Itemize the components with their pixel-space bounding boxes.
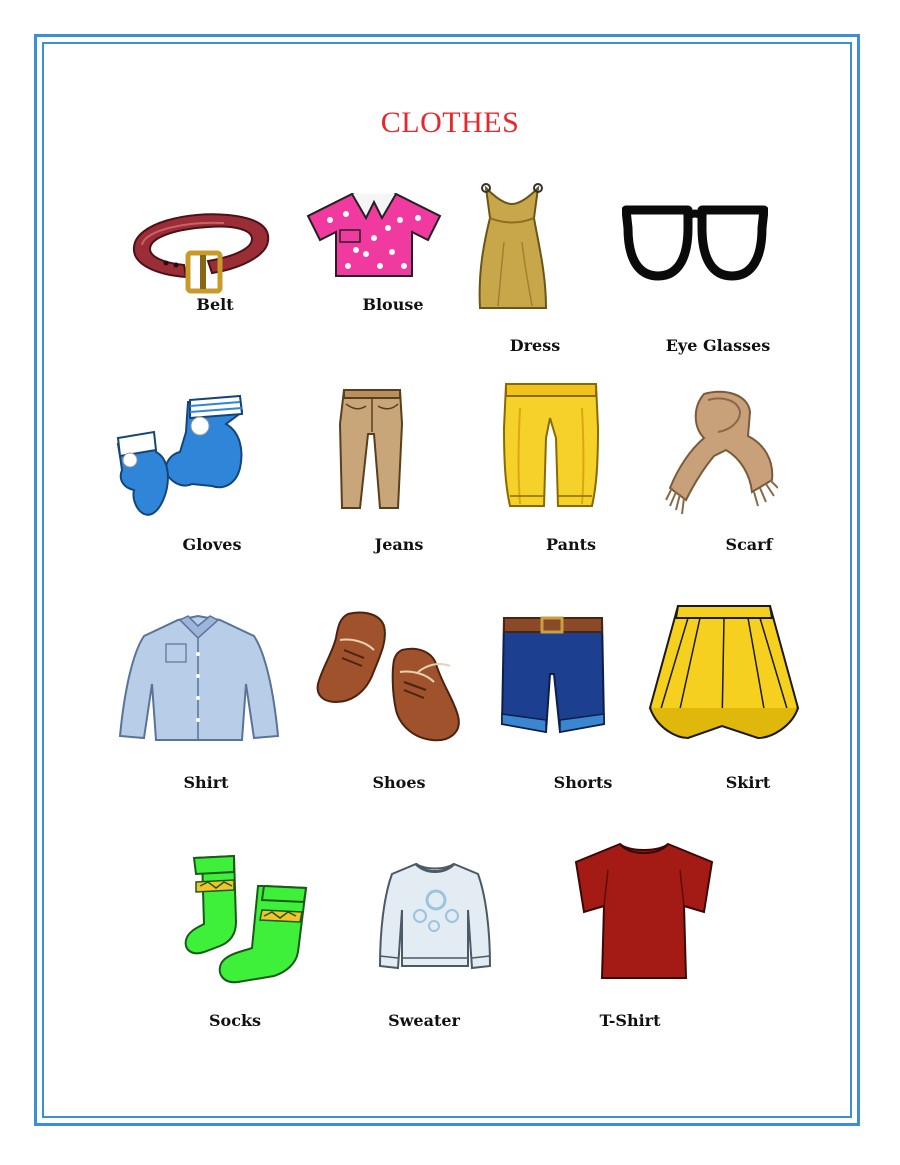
item-label-scarf: Scarf: [725, 535, 773, 554]
item-label-dress: Dress: [509, 336, 561, 355]
item-label-jeans: Jeans: [374, 535, 424, 554]
page-title: CLOTHES: [380, 106, 520, 139]
gloves-icon: [114, 392, 246, 522]
pants-icon: [500, 378, 602, 512]
jeans-icon: [336, 384, 408, 512]
shirt-icon: [118, 614, 280, 744]
item-label-pants: Pants: [546, 535, 596, 554]
item-label-shoes: Shoes: [372, 773, 426, 792]
blouse-icon: [300, 190, 448, 280]
shoes-icon: [314, 610, 464, 744]
item-label-belt: Belt: [196, 295, 234, 314]
item-label-eye-glasses: Eye Glasses: [665, 336, 771, 355]
item-label-blouse: Blouse: [362, 295, 424, 314]
t-shirt-icon: [572, 840, 716, 982]
sweater-icon: [378, 860, 492, 974]
item-label-skirt: Skirt: [725, 773, 771, 792]
item-label-sweater: Sweater: [388, 1011, 460, 1030]
socks-icon: [182, 852, 310, 986]
item-label-shorts: Shorts: [553, 773, 613, 792]
eye-glasses-icon: [622, 198, 768, 282]
scarf-icon: [664, 388, 778, 520]
item-label-gloves: Gloves: [182, 535, 242, 554]
shorts-icon: [498, 614, 608, 736]
dress-icon: [474, 182, 554, 312]
item-label-socks: Socks: [208, 1011, 262, 1030]
skirt-icon: [648, 602, 800, 742]
item-label-t-shirt: T-Shirt: [599, 1011, 661, 1030]
item-label-shirt: Shirt: [183, 773, 229, 792]
belt-icon: [128, 205, 274, 297]
